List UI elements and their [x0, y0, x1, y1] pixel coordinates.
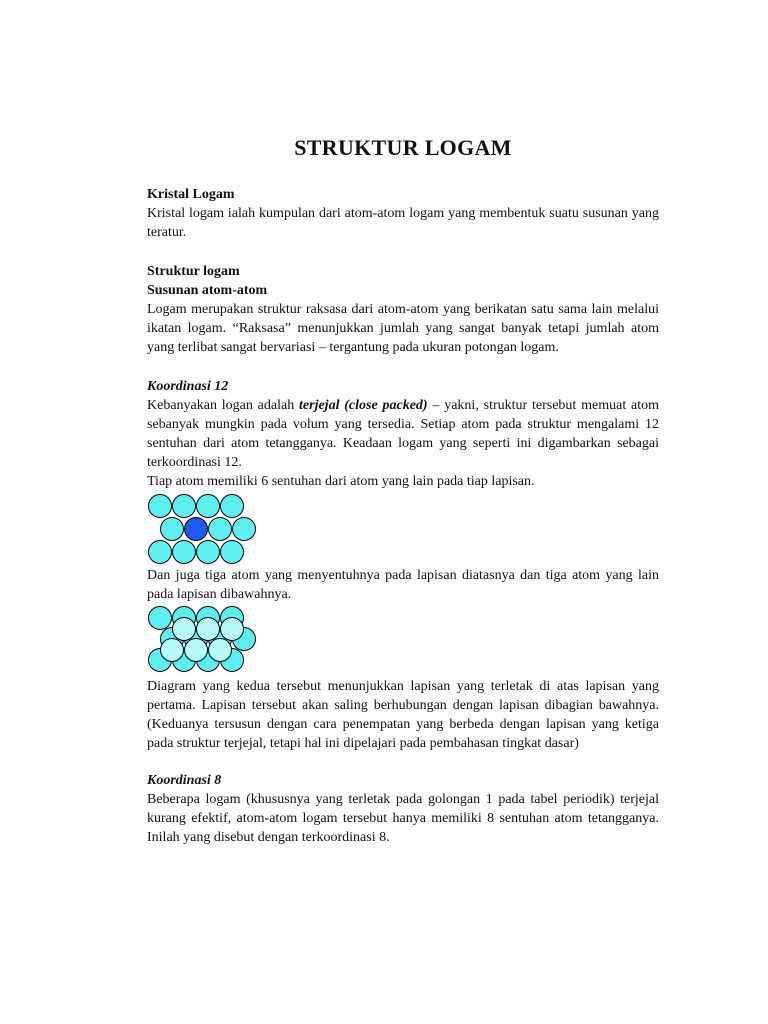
single-layer-atom-diagram: [147, 493, 267, 565]
section-diagram-explanation: [147, 677, 659, 753]
koordinasi12-p1-after: – yakni, struktur tersebut memuat atom sebanyak mungkin pada volum yang tersedia. Setiap atom pada struktur mengalami 12 sentuhan dari atom tetangganya. Keadaan logam yang seperti ini digambarkan sebagai terkoordinasi 12.: [147, 398, 660, 470]
page-title: STRUKTUR LOGAM: [294, 135, 512, 160]
diagram-two-layers: [147, 605, 267, 673]
two-layer-atom-diagram: [147, 605, 267, 673]
section-layer-note: [147, 566, 659, 604]
layer-atom: [149, 495, 172, 518]
upper-layer-atom: [161, 639, 184, 662]
upper-layer-atom: [197, 618, 220, 641]
susunan-subheading: Susunan atom-atom: [147, 283, 268, 298]
layer-atom: [221, 541, 244, 564]
section-koordinasi-12: [147, 377, 659, 491]
struktur-paragraph: Logam merupakan struktur raksasa dari atom-atom yang berikatan satu sama lain melalui ikatan logam. “Raksasa” menunjukkan jumlah yang sangat banyak tetapi jumlah atom yang terlibat sangat bervariasi – tergantung pada ukuran potongan logam.: [147, 302, 659, 355]
koordinasi12-paragraph-2: Tiap atom memiliki 6 sentuhan dari atom yang lain pada tiap lapisan.: [147, 474, 535, 489]
layer-atom: [161, 518, 184, 541]
central-atom: [185, 518, 208, 541]
layer-atom: [173, 541, 196, 564]
layer-atom: [209, 518, 232, 541]
kristal-heading: Kristal Logam: [147, 187, 235, 202]
koordinasi8-heading: Koordinasi 8: [147, 773, 222, 788]
koordinasi12-paragraph-3: Dan juga tiga atom yang menyentuhnya pada lapisan diatasnya dan tiga atom yang lain pada lapisan dibawahnya.: [147, 568, 659, 602]
close-packed-emphasis: terjejal (close packed): [299, 398, 428, 413]
layer-atom: [149, 541, 172, 564]
section-koordinasi-8: [147, 771, 659, 847]
koordinasi12-heading: Koordinasi 12: [147, 379, 229, 394]
bottom-layer-atom: [149, 607, 172, 630]
upper-layer-atom: [173, 618, 196, 641]
upper-layer-atom: [221, 618, 244, 641]
struktur-heading: Struktur logam: [147, 264, 240, 279]
section-struktur-logam: [147, 262, 659, 357]
koordinasi12-p1-before: Kebanyakan logan adalah: [147, 398, 300, 413]
layer-atom: [173, 495, 196, 518]
layer-atom: [221, 495, 244, 518]
koordinasi8-paragraph: Beberapa logam (khususnya yang terletak pada golongan 1 pada tabel periodik) terjejal kurang efektif, atom-atom logam tersebut hanya memiliki 8 sentuhan atom tetangganya. Inilah yang disebut dengan terkoordinasi 8.: [147, 792, 659, 845]
section-kristal-logam: [147, 185, 659, 242]
koordinasi12-paragraph-1: [147, 396, 659, 472]
koordinasi12-paragraph-4: Diagram yang kedua tersebut menunjukkan lapisan yang terletak di atas lapisan yang pertama. Lapisan tersebut akan saling berhubungan dengan lapisan dibagian bawahnya. (Keduanya tersusun dengan cara penempatan yang berbeda dengan lapisan yang ketiga pada struktur terjejal, tetapi hal ini dipelajari pada pembahasan tingkat dasar): [147, 679, 659, 751]
layer-atom: [197, 495, 220, 518]
layer-atom: [197, 541, 220, 564]
diagram-single-layer: [147, 493, 267, 565]
upper-layer-atom: [185, 639, 208, 662]
layer-atom: [233, 518, 256, 541]
upper-layer-atom: [209, 639, 232, 662]
kristal-paragraph: Kristal logam ialah kumpulan dari atom-atom logam yang membentuk suatu susunan yang teratur.: [147, 206, 659, 240]
